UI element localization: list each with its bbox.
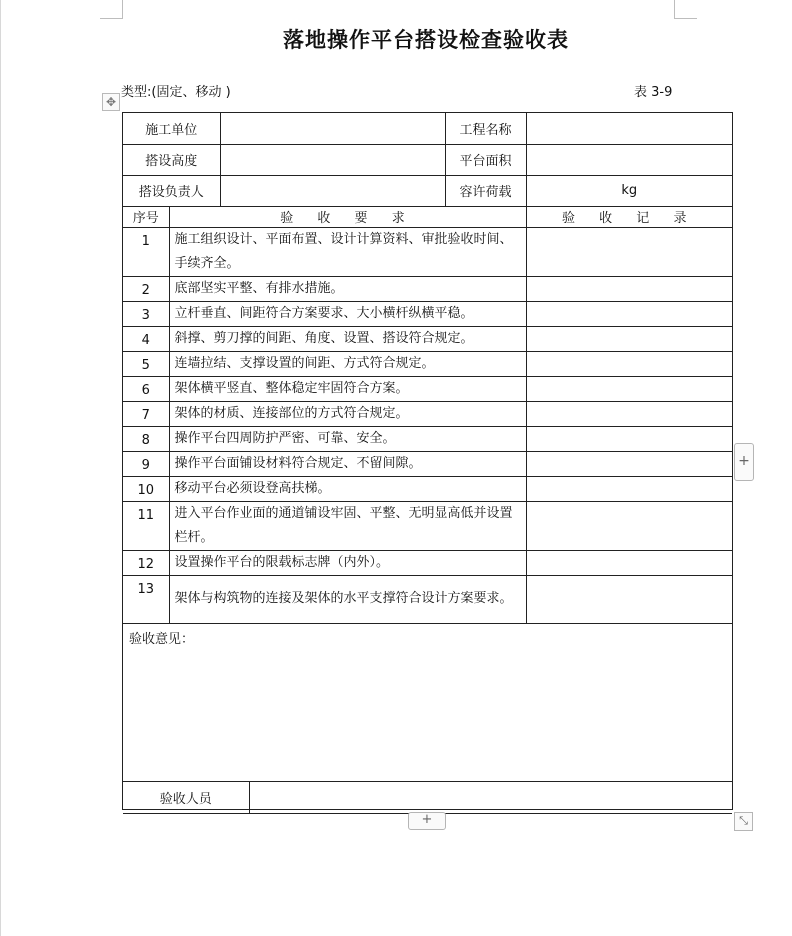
table-row <box>123 501 732 550</box>
opinion-row <box>123 623 732 781</box>
info-row <box>123 144 732 175</box>
platform-area-label: 平台面积 <box>445 144 526 175</box>
item-record-cell[interactable] <box>526 376 732 401</box>
column-header-row <box>123 206 732 227</box>
item-number: 9 <box>123 451 169 476</box>
project-name-label: 工程名称 <box>445 113 526 144</box>
allowable-load-label: 容许荷载 <box>445 175 526 206</box>
table-row <box>123 550 732 575</box>
item-record-cell[interactable] <box>526 451 732 476</box>
item-requirement: 施工组织设计、平面布置、设计计算资料、审批验收时间、手续齐全。 <box>169 227 526 276</box>
person-in-charge-value[interactable] <box>220 175 445 206</box>
erection-height-value[interactable] <box>220 144 445 175</box>
item-number: 7 <box>123 401 169 426</box>
record-header: 验 收 记 录 <box>526 206 732 227</box>
table-row <box>123 451 732 476</box>
item-record-cell[interactable] <box>526 575 732 623</box>
table-row <box>123 426 732 451</box>
item-number: 11 <box>123 501 169 550</box>
item-record-cell[interactable] <box>526 401 732 426</box>
person-in-charge-label: 搭设负责人 <box>123 175 220 206</box>
construction-unit-value[interactable] <box>220 113 445 144</box>
allowable-load-unit[interactable]: kg <box>526 175 732 206</box>
item-number: 1 <box>123 227 169 276</box>
item-requirement: 连墙拉结、支撑设置的间距、方式符合规定。 <box>169 351 526 376</box>
item-number: 6 <box>123 376 169 401</box>
item-requirement: 设置操作平台的限载标志牌（内外）。 <box>169 550 526 575</box>
item-record-cell[interactable] <box>526 476 732 501</box>
table-row <box>123 575 732 623</box>
page-edge <box>0 0 1 936</box>
seq-header: 序号 <box>123 206 169 227</box>
item-requirement: 移动平台必须设登高扶梯。 <box>169 476 526 501</box>
item-requirement: 操作平台面铺设材料符合规定、不留间隙。 <box>169 451 526 476</box>
project-name-value[interactable] <box>526 113 732 144</box>
item-requirement: 架体的材质、连接部位的方式符合规定。 <box>169 401 526 426</box>
type-label: 类型:(固定、移动 ) <box>121 85 231 100</box>
platform-area-value[interactable] <box>526 144 732 175</box>
inspector-label: 验收人员 <box>123 782 249 813</box>
erection-height-label: 搭设高度 <box>123 144 220 175</box>
item-number: 4 <box>123 326 169 351</box>
table-row <box>123 351 732 376</box>
item-number: 5 <box>123 351 169 376</box>
item-record-cell[interactable] <box>526 227 732 276</box>
inspector-value[interactable] <box>249 782 732 813</box>
item-number: 3 <box>123 301 169 326</box>
add-column-button[interactable]: + <box>734 443 754 481</box>
item-number: 13 <box>123 575 169 623</box>
requirements-header: 验 收 要 求 <box>169 206 526 227</box>
item-record-cell[interactable] <box>526 351 732 376</box>
table-row <box>123 301 732 326</box>
info-row <box>123 175 732 206</box>
item-record-cell[interactable] <box>526 501 732 550</box>
item-requirement: 底部坚实平整、有排水措施。 <box>169 276 526 301</box>
page-corner-mark-left <box>100 0 123 19</box>
inspector-row <box>123 781 732 813</box>
table-move-handle-icon[interactable]: ✥ <box>102 93 120 111</box>
item-requirement: 斜撑、剪刀撑的间距、角度、设置、搭设符合规定。 <box>169 326 526 351</box>
item-requirement: 进入平台作业面的通道铺设牢固、平整、无明显高低并设置栏杆。 <box>169 501 526 550</box>
table-row <box>123 276 732 301</box>
item-record-cell[interactable] <box>526 326 732 351</box>
inspection-table <box>122 112 733 810</box>
item-requirement: 架体横平竖直、整体稳定牢固符合方案。 <box>169 376 526 401</box>
table-row <box>123 476 732 501</box>
table-row <box>123 401 732 426</box>
table-row <box>123 227 732 276</box>
item-requirement: 操作平台四周防护严密、可靠、安全。 <box>169 426 526 451</box>
item-record-cell[interactable] <box>526 426 732 451</box>
item-number: 8 <box>123 426 169 451</box>
item-record-cell[interactable] <box>526 276 732 301</box>
item-requirement: 架体与构筑物的连接及架体的水平支撑符合设计方案要求。 <box>169 575 526 623</box>
item-record-cell[interactable] <box>526 301 732 326</box>
item-record-cell[interactable] <box>526 550 732 575</box>
document-title: 落地操作平台搭设检查验收表 <box>283 28 569 52</box>
item-number: 10 <box>123 476 169 501</box>
page-corner-mark-right <box>674 0 697 19</box>
table-resize-icon[interactable]: ⤡ <box>734 812 753 831</box>
table-row <box>123 376 732 401</box>
opinion-label: 验收意见： <box>129 631 195 647</box>
opinion-cell[interactable] <box>123 623 732 781</box>
item-number: 12 <box>123 550 169 575</box>
add-row-button[interactable]: + <box>408 812 446 830</box>
table-number: 表 3-9 <box>634 85 673 100</box>
info-row <box>123 113 732 144</box>
table-row <box>123 326 732 351</box>
item-requirement: 立杆垂直、间距符合方案要求、大小横杆纵横平稳。 <box>169 301 526 326</box>
construction-unit-label: 施工单位 <box>123 113 220 144</box>
item-number: 2 <box>123 276 169 301</box>
